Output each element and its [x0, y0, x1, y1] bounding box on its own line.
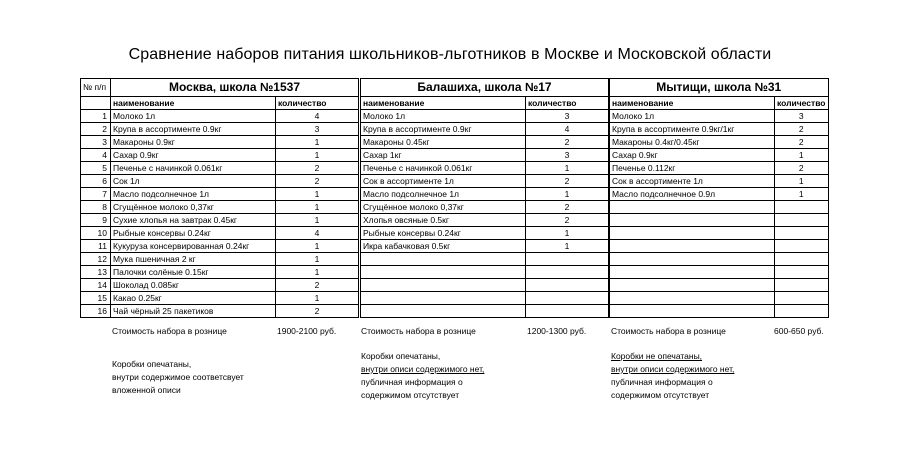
empty-cell	[775, 279, 829, 292]
moscow-table	[80, 78, 359, 318]
item-name: Масло подсолнечное 0.9л	[610, 188, 775, 201]
row-number: 10	[81, 227, 111, 240]
balashikha-header: Балашиха, школа №17	[361, 79, 609, 97]
mytishchi-header: Мытищи, школа №31	[610, 79, 829, 97]
row-number: 6	[81, 175, 111, 188]
note-line: вложенной описи	[112, 385, 181, 395]
empty-cell	[361, 279, 526, 292]
empty-cell	[610, 240, 775, 253]
moscow-price-value: 1900-2100 руб.	[277, 326, 337, 336]
balashikha-price-value: 1200-1300 руб.	[527, 326, 587, 336]
table-row	[81, 201, 359, 214]
table-row	[81, 227, 359, 240]
item-qty: 2	[276, 279, 359, 292]
table-row	[81, 149, 359, 162]
item-name: Молоко 1л	[610, 110, 775, 123]
item-qty: 1	[276, 266, 359, 279]
balashikha-note	[361, 350, 484, 402]
row-number: 15	[81, 292, 111, 305]
balashikha-block	[360, 78, 609, 318]
item-qty: 1	[276, 136, 359, 149]
table-row	[81, 162, 359, 175]
empty-cell	[610, 227, 775, 240]
empty-cell	[610, 253, 775, 266]
item-name: Сгущённое молоко 0,37кг	[111, 201, 276, 214]
item-qty: 2	[775, 162, 829, 175]
mytishchi-price-label: Стоимость набора в рознице	[611, 326, 726, 336]
item-qty: 4	[276, 110, 359, 123]
item-name: Крупа в ассортименте 0.9кг	[361, 123, 526, 136]
item-qty: 2	[276, 175, 359, 188]
row-number: 7	[81, 188, 111, 201]
item-qty: 3	[526, 149, 609, 162]
balashikha-price-label: Стоимость набора в рознице	[361, 326, 476, 336]
item-name: Макароны 0.45кг	[361, 136, 526, 149]
table-row	[361, 149, 609, 162]
empty-cell	[610, 305, 775, 318]
empty-cell	[361, 292, 526, 305]
empty-cell	[775, 253, 829, 266]
empty-cell	[526, 253, 609, 266]
table-row	[361, 227, 609, 240]
mytishchi-block	[609, 78, 829, 318]
table-row	[610, 305, 829, 318]
empty-cell	[610, 214, 775, 227]
table-row	[81, 240, 359, 253]
empty-cell	[526, 279, 609, 292]
empty-cell	[775, 305, 829, 318]
item-qty: 3	[526, 110, 609, 123]
empty-cell	[610, 266, 775, 279]
item-name: Крупа в ассортименте 0.9кг	[111, 123, 276, 136]
item-name: Кукуруза консервированная 0.24кг	[111, 240, 276, 253]
col-qty-header: количество	[276, 97, 359, 110]
mytishchi-note	[611, 350, 734, 402]
table-row	[361, 201, 609, 214]
table-row	[81, 292, 359, 305]
table-row	[361, 110, 609, 123]
item-name: Хлопья овсяные 0.5кг	[361, 214, 526, 227]
empty-cell	[610, 201, 775, 214]
item-name: Какао 0.25кг	[111, 292, 276, 305]
balashikha-table	[360, 78, 609, 318]
item-name: Сахар 0.9кг	[610, 149, 775, 162]
item-qty: 4	[276, 227, 359, 240]
note-line: публичная информация о	[361, 377, 463, 387]
page-title: Сравнение наборов питания школьников-льготников в Москве и Московской области	[128, 46, 772, 63]
table-row	[610, 253, 829, 266]
table-row	[81, 136, 359, 149]
table-row	[610, 201, 829, 214]
row-number: 14	[81, 279, 111, 292]
row-number: 9	[81, 214, 111, 227]
item-qty: 3	[276, 123, 359, 136]
note-line: публичная информация о	[611, 377, 713, 387]
table-row	[361, 214, 609, 227]
row-number: 4	[81, 149, 111, 162]
note-line: внутри описи содержимого нет,	[611, 364, 735, 374]
item-name: Сахар 0.9кг	[111, 149, 276, 162]
empty-cell	[610, 292, 775, 305]
item-qty: 1	[276, 188, 359, 201]
table-row	[610, 175, 829, 188]
moscow-block	[80, 78, 359, 318]
empty-cell	[361, 253, 526, 266]
item-qty: 1	[775, 149, 829, 162]
item-qty: 2	[276, 305, 359, 318]
item-name: Молоко 1л	[361, 110, 526, 123]
table-row	[361, 292, 609, 305]
item-name: Шоколад 0.085кг	[111, 279, 276, 292]
table-row	[610, 136, 829, 149]
col-qty-header: количество	[526, 97, 609, 110]
item-qty: 1	[526, 240, 609, 253]
item-qty: 2	[526, 175, 609, 188]
empty-cell	[526, 266, 609, 279]
item-name: Палочки солёные 0.15кг	[111, 266, 276, 279]
table-row	[361, 240, 609, 253]
empty-cell	[775, 292, 829, 305]
table-row	[81, 175, 359, 188]
empty-cell	[526, 305, 609, 318]
empty-cell	[361, 266, 526, 279]
item-qty: 1	[276, 214, 359, 227]
item-name: Рыбные консервы 0.24кг	[361, 227, 526, 240]
empty-cell	[526, 292, 609, 305]
item-name: Печенье 0.112кг	[610, 162, 775, 175]
item-name: Сок 1л	[111, 175, 276, 188]
table-row	[81, 266, 359, 279]
item-qty: 1	[775, 188, 829, 201]
table-row	[81, 123, 359, 136]
item-name: Сгущённое молоко 0,37кг	[361, 201, 526, 214]
table-row	[361, 175, 609, 188]
empty-cell	[775, 201, 829, 214]
table-row	[610, 240, 829, 253]
empty-cell	[775, 266, 829, 279]
item-qty: 2	[526, 136, 609, 149]
col-qty-header: количество	[775, 97, 829, 110]
empty-cell	[775, 240, 829, 253]
row-number: 11	[81, 240, 111, 253]
table-row	[361, 279, 609, 292]
table-row	[361, 253, 609, 266]
note-line: внутри содержимое соответсвует	[112, 372, 244, 382]
col-name-header: наименование	[361, 97, 526, 110]
note-line: содержимом отсутствует	[611, 390, 710, 400]
table-row	[361, 136, 609, 149]
moscow-note	[112, 358, 244, 397]
table-row	[610, 110, 829, 123]
empty-cell	[775, 214, 829, 227]
table-row	[361, 123, 609, 136]
row-number: 12	[81, 253, 111, 266]
item-name: Масло подсолнечное 1л	[361, 188, 526, 201]
table-row	[610, 266, 829, 279]
item-name: Молоко 1л	[111, 110, 276, 123]
table-row	[610, 188, 829, 201]
item-qty: 1	[526, 188, 609, 201]
item-name: Сухие хлопья на завтрак 0.45кг	[111, 214, 276, 227]
note-line: Коробки опечатаны,	[361, 351, 441, 361]
table-row	[81, 214, 359, 227]
item-qty: 1	[276, 201, 359, 214]
table-row	[361, 162, 609, 175]
item-qty: 1	[276, 253, 359, 266]
note-line: Коробки опечатаны,	[112, 359, 192, 369]
mytishchi-price-value: 600-650 руб.	[774, 326, 824, 336]
item-qty: 1	[775, 175, 829, 188]
item-qty: 1	[276, 292, 359, 305]
table-row	[610, 162, 829, 175]
moscow-price-label: Стоимость набора в рознице	[112, 326, 227, 336]
item-name: Чай чёрный 25 пакетиков	[111, 305, 276, 318]
table-row	[610, 149, 829, 162]
item-name: Печенье с начинкой 0.061кг	[361, 162, 526, 175]
item-name: Сахар 1кг	[361, 149, 526, 162]
item-qty: 1	[526, 162, 609, 175]
table-row	[610, 227, 829, 240]
item-name: Сок в ассортименте 1л	[361, 175, 526, 188]
item-name: Печенье с начинкой 0.061кг	[111, 162, 276, 175]
table-row	[81, 253, 359, 266]
item-name: Макароны 0.9кг	[111, 136, 276, 149]
item-name: Мука пшеничная 2 кг	[111, 253, 276, 266]
table-row	[610, 292, 829, 305]
item-qty: 1	[276, 240, 359, 253]
item-name: Икра кабачковая 0.5кг	[361, 240, 526, 253]
table-row	[81, 188, 359, 201]
row-number: 2	[81, 123, 111, 136]
table-row	[610, 214, 829, 227]
item-qty: 3	[775, 110, 829, 123]
row-number: 1	[81, 110, 111, 123]
item-qty: 4	[526, 123, 609, 136]
mytishchi-table	[609, 78, 829, 318]
item-qty: 2	[526, 214, 609, 227]
row-number: 8	[81, 201, 111, 214]
note-line: внутри описи содержимого нет,	[361, 364, 485, 374]
table-row	[610, 123, 829, 136]
row-number: 16	[81, 305, 111, 318]
table-row	[361, 188, 609, 201]
item-name: Макароны 0.4кг/0.45кг	[610, 136, 775, 149]
table-row	[361, 305, 609, 318]
table-row	[361, 266, 609, 279]
empty-cell	[775, 227, 829, 240]
item-qty: 2	[526, 201, 609, 214]
row-number: 5	[81, 162, 111, 175]
item-name: Масло подсолнечное 1л	[111, 188, 276, 201]
note-line: Коробки не опечатаны,	[611, 351, 703, 361]
item-name: Сок в ассортименте 1л	[610, 175, 775, 188]
row-number: 13	[81, 266, 111, 279]
col-name-header: наименование	[111, 97, 276, 110]
item-qty: 1	[276, 149, 359, 162]
num-header: № п/п	[81, 79, 111, 97]
moscow-header: Москва, школа №1537	[111, 79, 359, 97]
col-name-header: наименование	[610, 97, 775, 110]
item-name: Крупа в ассортименте 0.9кг/1кг	[610, 123, 775, 136]
item-qty: 1	[526, 227, 609, 240]
table-row	[81, 279, 359, 292]
table-row	[610, 279, 829, 292]
item-name: Рыбные консервы 0.24кг	[111, 227, 276, 240]
empty-cell	[361, 305, 526, 318]
item-qty: 2	[775, 123, 829, 136]
table-row	[81, 305, 359, 318]
empty-cell	[610, 279, 775, 292]
row-number: 3	[81, 136, 111, 149]
note-line: содержимом отсутствует	[361, 390, 460, 400]
table-row	[81, 110, 359, 123]
item-qty: 2	[276, 162, 359, 175]
item-qty: 2	[775, 136, 829, 149]
